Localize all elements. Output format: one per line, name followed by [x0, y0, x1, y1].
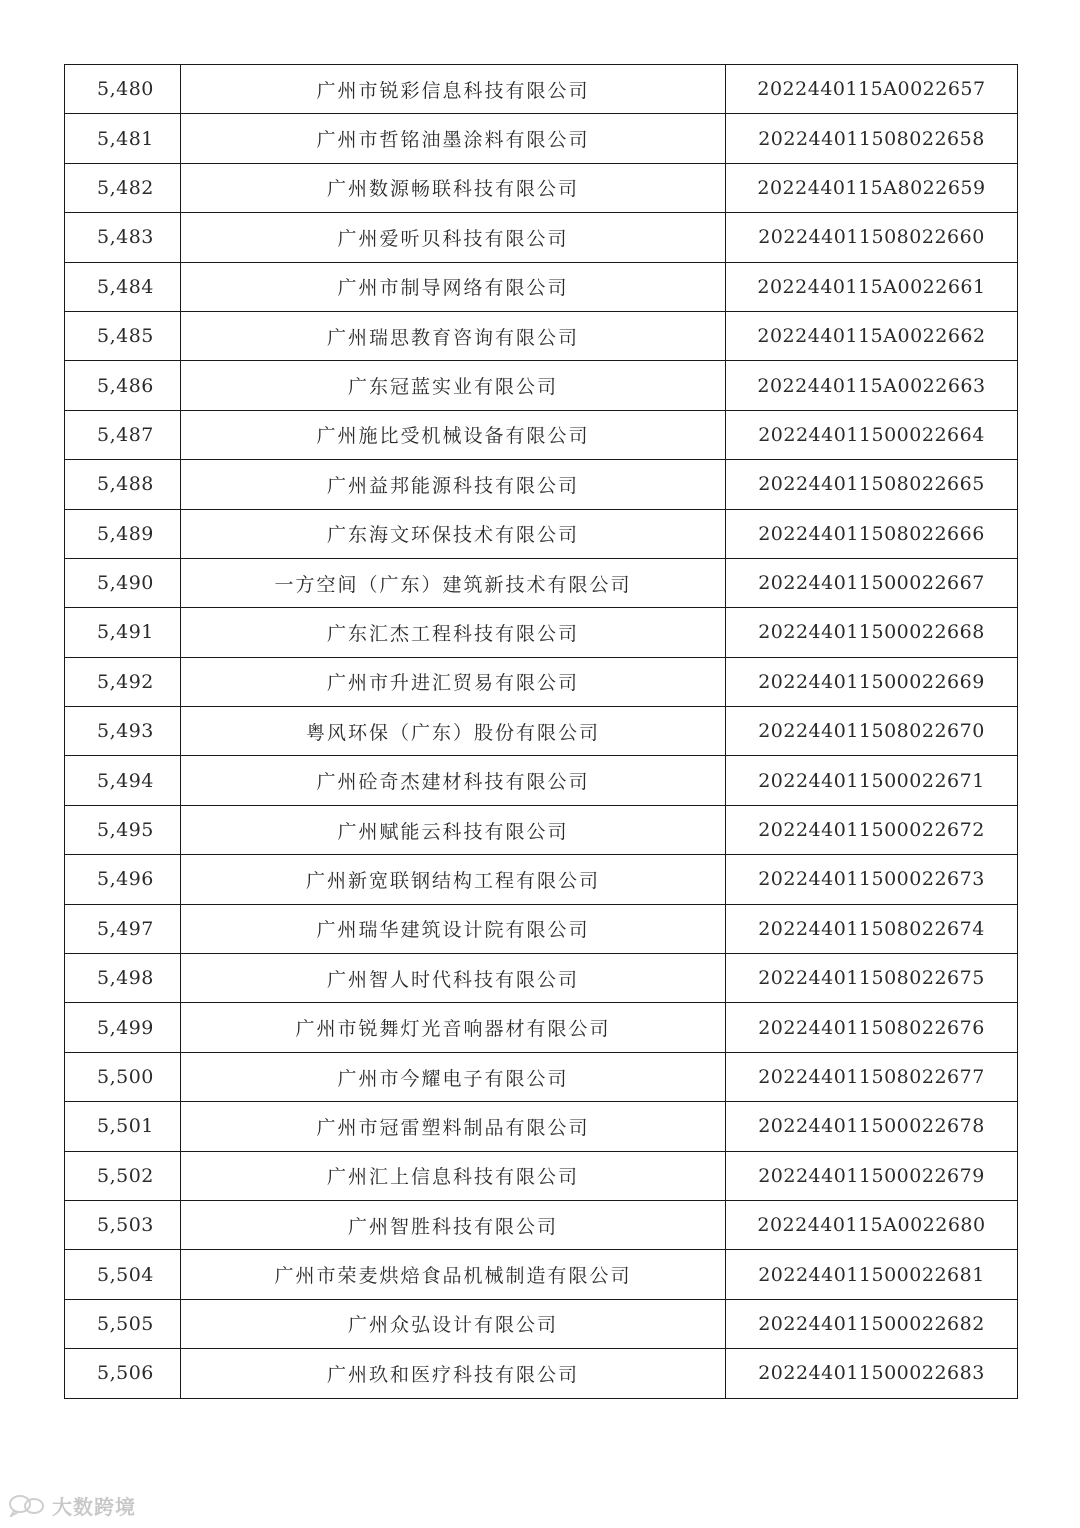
registration-code-cell: 202244011500022683: [726, 1349, 1018, 1398]
row-number-cell: 5,499: [65, 1003, 181, 1052]
row-number-cell: 5,483: [65, 213, 181, 262]
registration-code-cell: 202244011500022669: [726, 657, 1018, 706]
chat-bubbles-logo-icon: [8, 1493, 46, 1517]
row-number-cell: 5,505: [65, 1299, 181, 1348]
company-name-cell: 广州市哲铭油墨涂料有限公司: [181, 114, 726, 163]
row-number-cell: 5,504: [65, 1250, 181, 1299]
company-name-cell: 广州智人时代科技有限公司: [181, 954, 726, 1003]
company-name-cell: 广州瑞思教育咨询有限公司: [181, 311, 726, 360]
table-row: [65, 361, 1018, 410]
registration-code-cell: 202244011500022673: [726, 855, 1018, 904]
company-name-cell: 一方空间（广东）建筑新技术有限公司: [181, 558, 726, 607]
company-name-cell: 广州市升进汇贸易有限公司: [181, 657, 726, 706]
table-row: [65, 262, 1018, 311]
watermark-text: 大数跨境: [52, 1494, 136, 1519]
company-name-cell: 广州市今耀电子有限公司: [181, 1052, 726, 1101]
row-number-cell: 5,487: [65, 410, 181, 459]
row-number-cell: 5,506: [65, 1349, 181, 1398]
row-number-cell: 5,495: [65, 805, 181, 854]
registration-code-cell: 202244011500022671: [726, 756, 1018, 805]
table-row: [65, 1003, 1018, 1052]
registration-code-cell: 202244011508022666: [726, 509, 1018, 558]
table-row: [65, 558, 1018, 607]
company-name-cell: 粤风环保（广东）股份有限公司: [181, 707, 726, 756]
company-name-cell: 广州市荣麦烘焙食品机械制造有限公司: [181, 1250, 726, 1299]
table-row: [65, 855, 1018, 904]
registration-code-cell: 202244011508022665: [726, 460, 1018, 509]
row-number-cell: 5,491: [65, 608, 181, 657]
registration-code-cell: 202244011500022672: [726, 805, 1018, 854]
row-number-cell: 5,501: [65, 1102, 181, 1151]
company-name-cell: 广州智胜科技有限公司: [181, 1200, 726, 1249]
row-number-cell: 5,481: [65, 114, 181, 163]
registration-code-cell: 202244011500022668: [726, 608, 1018, 657]
registration-code-cell: 202244011508022677: [726, 1052, 1018, 1101]
row-number-cell: 5,480: [65, 65, 181, 114]
row-number-cell: 5,498: [65, 954, 181, 1003]
table-row: [65, 657, 1018, 706]
row-number-cell: 5,484: [65, 262, 181, 311]
table-row: [65, 1200, 1018, 1249]
company-name-cell: 广州数源畅联科技有限公司: [181, 163, 726, 212]
registration-code-cell: 202244011500022681: [726, 1250, 1018, 1299]
row-number-cell: 5,490: [65, 558, 181, 607]
company-name-cell: 广州瑞华建筑设计院有限公司: [181, 904, 726, 953]
row-number-cell: 5,500: [65, 1052, 181, 1101]
registration-code-cell: 202244011500022682: [726, 1299, 1018, 1348]
registration-code-cell: 2022440115A0022661: [726, 262, 1018, 311]
company-name-cell: 广州市锐彩信息科技有限公司: [181, 65, 726, 114]
table-row: [65, 509, 1018, 558]
table-row: [65, 311, 1018, 360]
row-number-cell: 5,497: [65, 904, 181, 953]
row-number-cell: 5,503: [65, 1200, 181, 1249]
table-row: [65, 954, 1018, 1003]
company-name-cell: 广州砼奇杰建材科技有限公司: [181, 756, 726, 805]
registration-code-cell: 2022440115A0022663: [726, 361, 1018, 410]
registration-code-cell: 2022440115A8022659: [726, 163, 1018, 212]
row-number-cell: 5,493: [65, 707, 181, 756]
row-number-cell: 5,482: [65, 163, 181, 212]
table-row: [65, 410, 1018, 459]
table-row: [65, 805, 1018, 854]
company-name-cell: 广东海文环保技术有限公司: [181, 509, 726, 558]
table-row: [65, 1151, 1018, 1200]
registration-code-cell: 202244011500022667: [726, 558, 1018, 607]
table-row: [65, 460, 1018, 509]
table-row: [65, 1349, 1018, 1398]
registration-code-cell: 2022440115A0022680: [726, 1200, 1018, 1249]
row-number-cell: 5,494: [65, 756, 181, 805]
company-name-cell: 广州玖和医疗科技有限公司: [181, 1349, 726, 1398]
company-name-cell: 广州市锐舞灯光音响器材有限公司: [181, 1003, 726, 1052]
registration-code-cell: 20224401150802266​0: [726, 213, 1018, 262]
table-row: [65, 114, 1018, 163]
company-name-cell: 广东汇杰工程科技有限公司: [181, 608, 726, 657]
table-row: [65, 1250, 1018, 1299]
table-row: [65, 756, 1018, 805]
company-name-cell: 广州众弘设计有限公司: [181, 1299, 726, 1348]
company-name-cell: 广州汇上信息科技有限公司: [181, 1151, 726, 1200]
table-row: [65, 1052, 1018, 1101]
registration-code-cell: 202244011500022679: [726, 1151, 1018, 1200]
registration-code-cell: 202244011508022670: [726, 707, 1018, 756]
table-row: [65, 608, 1018, 657]
row-number-cell: 5,488: [65, 460, 181, 509]
registration-code-cell: 202244011500022664: [726, 410, 1018, 459]
row-number-cell: 5,492: [65, 657, 181, 706]
company-name-cell: 广州益邦能源科技有限公司: [181, 460, 726, 509]
company-name-cell: 广州市冠雷塑料制品有限公司: [181, 1102, 726, 1151]
registration-code-cell: 202244011508022676: [726, 1003, 1018, 1052]
watermark: [8, 1490, 136, 1520]
table-row: [65, 1102, 1018, 1151]
company-name-cell: 广州市制导网络有限公司: [181, 262, 726, 311]
row-number-cell: 5,485: [65, 311, 181, 360]
registration-code-cell: 2022440115A0022662: [726, 311, 1018, 360]
registration-code-cell: 20224401150802265​8: [726, 114, 1018, 163]
company-name-cell: 广州赋能云科技有限公司: [181, 805, 726, 854]
company-registry-table: [64, 64, 1018, 1399]
row-number-cell: 5,496: [65, 855, 181, 904]
registration-code-cell: 202244011500022678: [726, 1102, 1018, 1151]
table-row: [65, 904, 1018, 953]
table-row: [65, 163, 1018, 212]
company-name-cell: 广州施比受机械设备有限公司: [181, 410, 726, 459]
table-row: [65, 707, 1018, 756]
company-name-cell: 广东冠蓝实业有限公司: [181, 361, 726, 410]
registration-code-cell: 2022440115A0022657: [726, 65, 1018, 114]
table-body: [65, 65, 1018, 1399]
table-row: [65, 213, 1018, 262]
company-name-cell: 广州新宽联钢结构工程有限公司: [181, 855, 726, 904]
company-name-cell: 广州爱听贝科技有限公司: [181, 213, 726, 262]
row-number-cell: 5,502: [65, 1151, 181, 1200]
table-row: [65, 65, 1018, 114]
row-number-cell: 5,486: [65, 361, 181, 410]
row-number-cell: 5,489: [65, 509, 181, 558]
table-row: [65, 1299, 1018, 1348]
registration-code-cell: 202244011508022675: [726, 954, 1018, 1003]
registration-code-cell: 202244011508022674: [726, 904, 1018, 953]
